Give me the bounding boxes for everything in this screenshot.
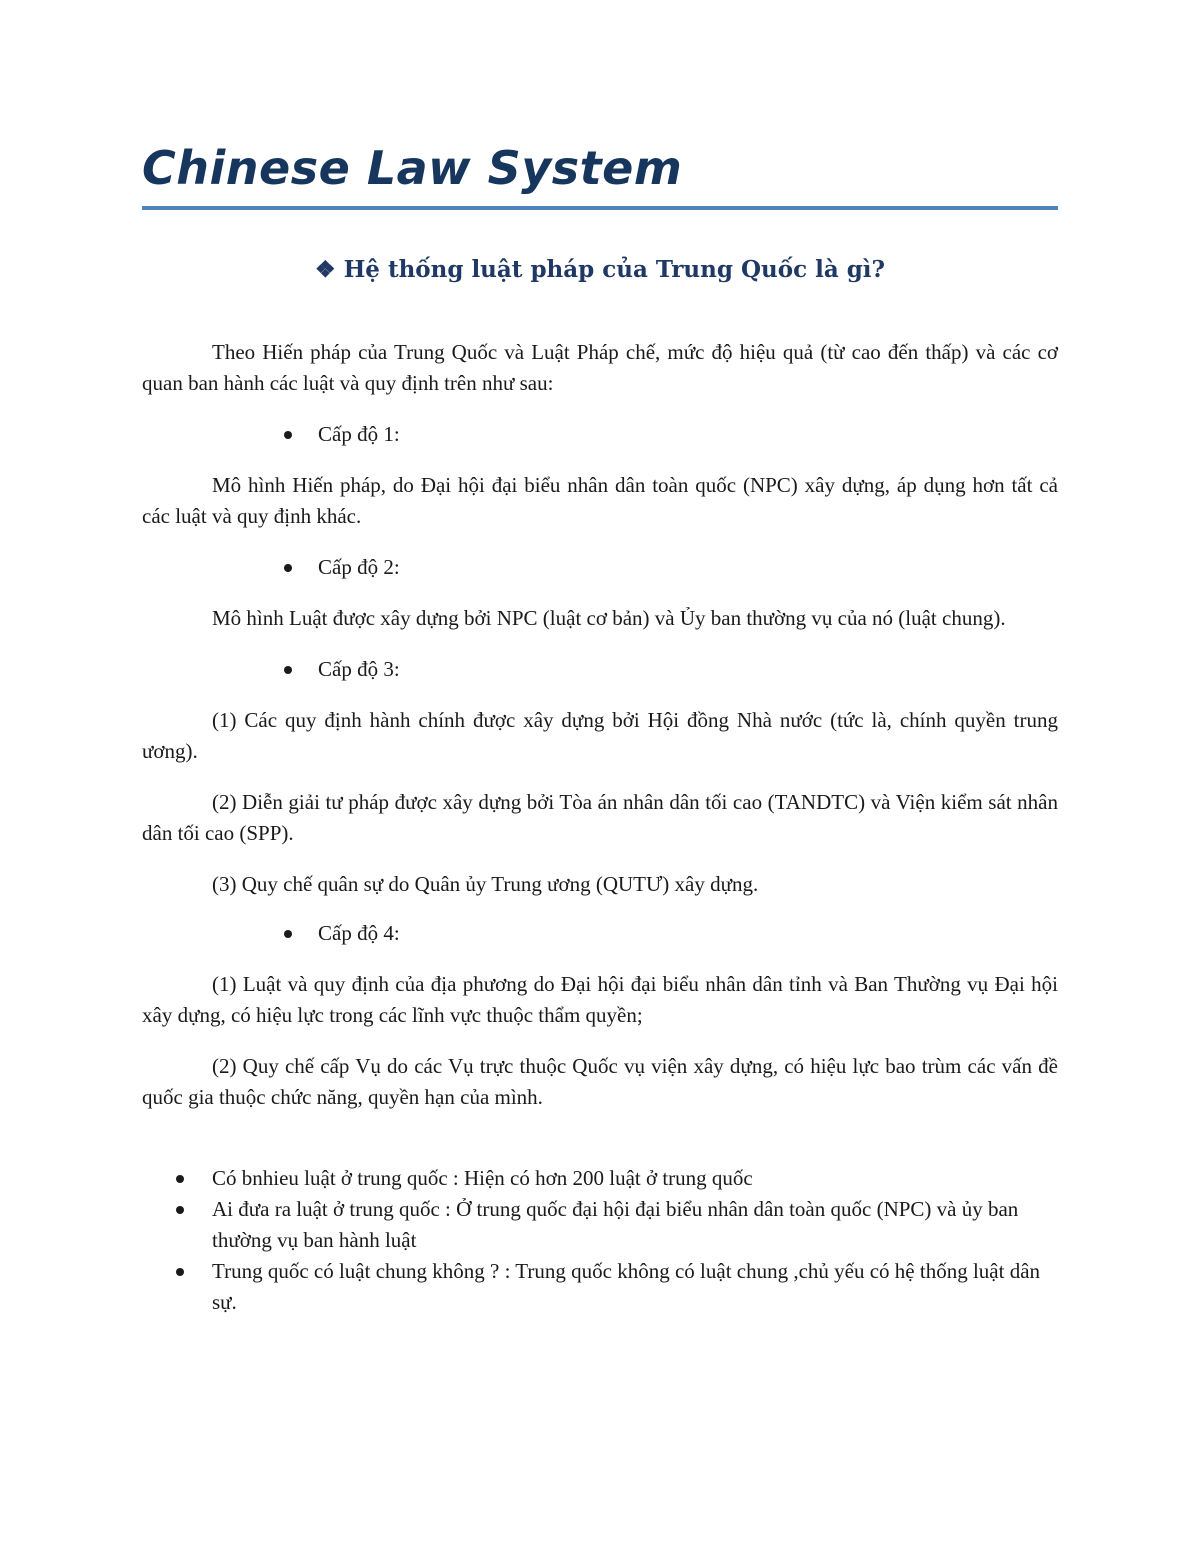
level-4-bullet: [142, 918, 1058, 949]
bullet-icon: [284, 666, 292, 674]
list-item: [142, 1194, 1058, 1256]
level-2-bullet: [142, 552, 1058, 583]
list-item: [142, 1256, 1058, 1318]
qa-item-1: Có bnhieu luật ở trung quốc : Hiện có hơn 200 luật ở trung quốc: [212, 1165, 753, 1190]
qa-item-3: Trung quốc có luật chung không ? : Trung quốc không có luật chung ,chủ yếu có hệ thống luật dân sự.: [212, 1258, 1041, 1314]
level-4-paragraph-1: (1) Luật và quy định của địa phương do Đại hội đại biểu nhân dân tỉnh và Ban Thường vụ Đại hội xây dựng, có hiệu lực trong các lĩnh vực thuộc thẩm quyền;: [142, 971, 1058, 1027]
level-3-paragraph-2: (2) Diễn giải tư pháp được xây dựng bởi Tòa án nhân dân tối cao (TANDTC) và Viện kiểm sát nhân dân tối cao (SPP).: [142, 789, 1058, 845]
bullet-icon: [284, 930, 292, 938]
bullet-icon: [284, 564, 292, 572]
document-content: [142, 140, 1058, 1318]
qa-item-2: Ai đưa ra luật ở trung quốc : Ở trung quốc đại hội đại biểu nhân dân toàn quốc (NPC) và ủy ban thường vụ ban hành luật: [212, 1196, 1019, 1252]
level-1-label: Cấp độ 1:: [318, 421, 400, 446]
bullet-icon: [176, 1206, 184, 1214]
list-item: [142, 1163, 1058, 1194]
bullet-icon: [176, 1175, 184, 1183]
document-title: Chinese Law System: [142, 140, 1058, 210]
section-heading: [142, 256, 1058, 283]
level-3-paragraph-3: (3) Quy chế quân sự do Quân ủy Trung ương (QUTƯ) xây dựng.: [212, 871, 759, 896]
bullet-icon: [284, 431, 292, 439]
diamond-bullet-icon: ❖: [314, 255, 336, 283]
level-1-paragraph: Mô hình Hiến pháp, do Đại hội đại biểu nhân dân toàn quốc (NPC) xây dựng, áp dụng hơn tất cả các luật và quy định khác.: [142, 472, 1058, 528]
level-4-label: Cấp độ 4:: [318, 920, 400, 945]
level-3-bullet: [142, 654, 1058, 685]
intro-paragraph: Theo Hiến pháp của Trung Quốc và Luật Pháp chế, mức độ hiệu quả (từ cao đến thấp) và các cơ quan ban hành các luật và quy định trên như sau:: [142, 339, 1058, 395]
qa-list: [142, 1163, 1058, 1318]
level-3-label: Cấp độ 3:: [318, 656, 400, 681]
bullet-icon: [176, 1268, 184, 1276]
level-4-paragraph-2: (2) Quy chế cấp Vụ do các Vụ trực thuộc Quốc vụ viện xây dựng, có hiệu lực bao trùm các vấn đề quốc gia thuộc chức năng, quyền hạn của mình.: [142, 1053, 1058, 1109]
level-2-paragraph: Mô hình Luật được xây dựng bởi NPC (luật cơ bản) và Ủy ban thường vụ của nó (luật chung).: [212, 605, 1006, 630]
section-heading-text: Hệ thống luật pháp của Trung Quốc là gì?: [343, 255, 886, 283]
level-2-label: Cấp độ 2:: [318, 554, 400, 579]
level-1-bullet: [142, 419, 1058, 450]
level-3-paragraph-1: (1) Các quy định hành chính được xây dựng bởi Hội đồng Nhà nước (tức là, chính quyền trung ương).: [142, 707, 1058, 763]
